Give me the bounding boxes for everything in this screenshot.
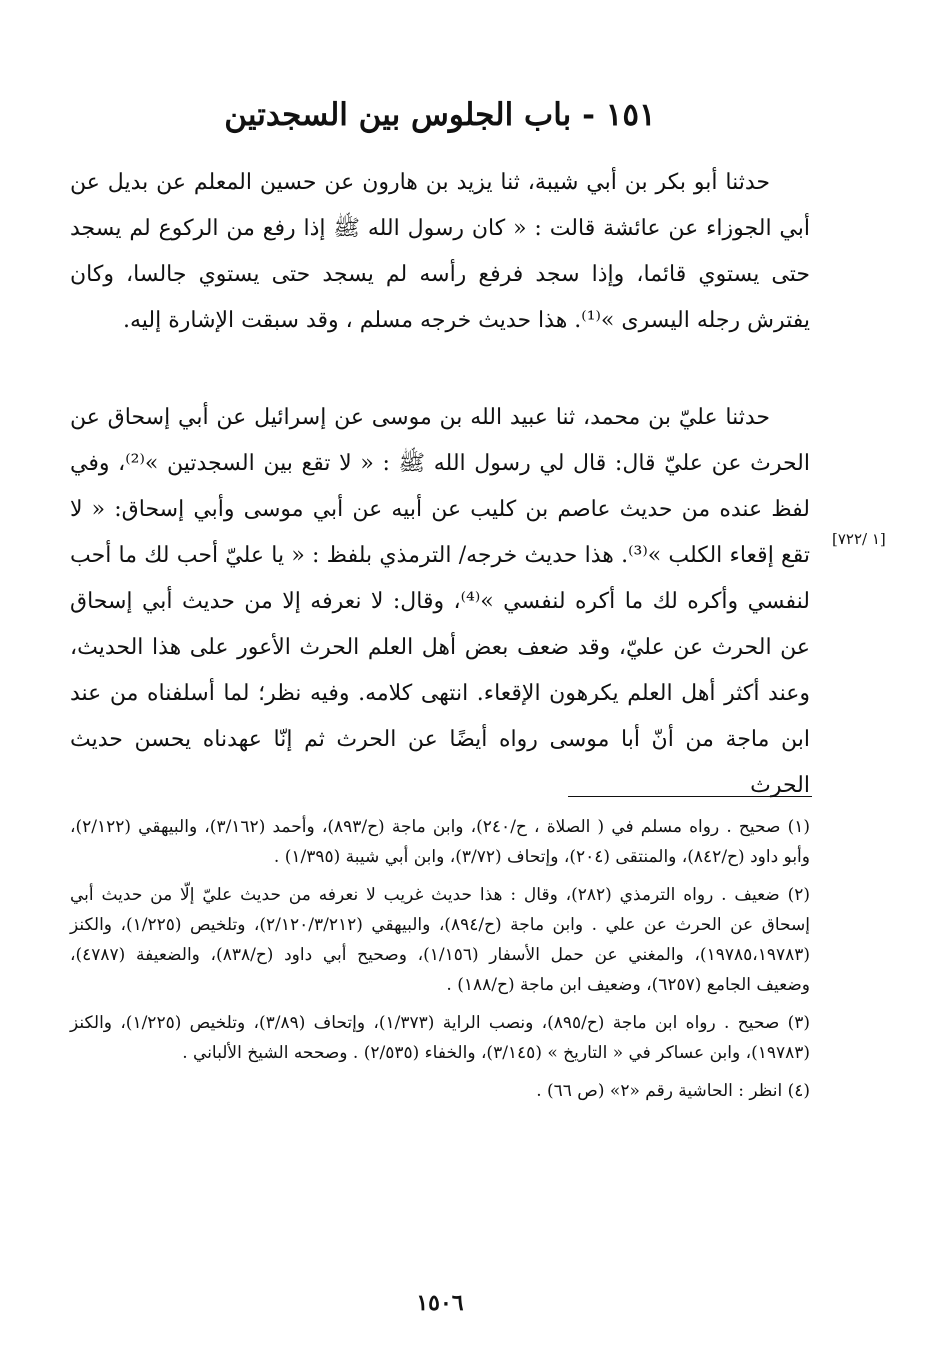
paragraph-text: حدثنا أبو بكر بن أبي شيبة، ثنا يزيد بن هارون عن حسين المعلم عن بديل عن أبي الجوزاء عن عائشة قالت : « كان رسول الله ﷺ إذا رفع من الركوع لم يسجد حتى يستوي قائما، وإذا سجد فرفع رأسه لم يسجد حتى يستوي جالسا، وكان يفترش رجله اليسرى »⁽¹⁾. هذا حديث خرجه مسلم ، وقد سبقت الإشارة إليه. xyxy=(70,170,810,333)
footnote-divider xyxy=(568,796,812,797)
footnote-2: (٢) ضعيف . رواه الترمذي (٢٨٢)، وقال : هذا حديث غريب لا نعرفه من حديث عليّ إلّا من حديث أبي إسحاق عن الحرث عن علي . وابن ماجة (ح/٨٩٤)، والبيهقي (٢/١٢٠/٣/٢١٢)، وتلخيص (١/٢٢٥)، والكنز (١٩٧٨٥،١٩٧٨٣)، والمغني عن حمل الأسفار (١/١٥٦)، وصحيح أبي داود (ح/٨٣٨)، والضعيفة (٤٧٨٧)، وضعيف الجامع (٦٢٥٧)، وضعيف ابن ماجة (ح/١٨٨) . xyxy=(70,885,810,995)
body-paragraph-1 xyxy=(70,160,810,344)
body-paragraph-2 xyxy=(70,395,810,809)
margin-page-reference: [١ /٧٢٢] xyxy=(832,530,886,548)
footnote-3: (٣) صحيح . رواه ابن ماجة (ح/٨٩٥)، ونصب الراية (١/٣٧٣)، وإتحاف (٣/٨٩)، وتلخيص (١/٢٢٥)، والكنز (١٩٧٨٣)، وابن عساكر في « التاريخ » (٣/١٤٥)، والخفاء (٢/٥٣٥) . وصححه الشيخ الألباني . xyxy=(70,1013,810,1063)
footnote-1: (١) صحيح . رواه مسلم في ( الصلاة ، ح/٢٤٠)، وابن ماجة (ح/٨٩٣)، وأحمد (٣/١٦٢)، والبيهقي (٢/١٢٢)، وأبو داود (ح/٨٤٢)، والمنتقى (٢٠٤)، وإتحاف (٣/٧٢)، وابن أبي شيبة (١/٣٩٥) . xyxy=(70,817,810,867)
footnote-4: (٤) انظر : الحاشية رقم «٢» (ص ٦٦) . xyxy=(536,1081,810,1101)
chapter-title: ١٥١ - باب الجلوس بين السجدتين xyxy=(224,97,656,133)
footnotes-section xyxy=(70,812,810,1114)
paragraph-text: حدثنا عليّ بن محمد، ثنا عبيد الله بن موسى عن إسرائيل عن أبي إسحاق عن الحرث عن عليّ قال: قال لي رسول الله ﷺ : « لا تقع بين السجدتين »⁽²⁾، وفي لفظ عنده من حديث عاصم بن كليب عن أبيه عن أبي موسى وأبي إسحاق: « لا تقع إقعاء الكلب »⁽³⁾. هذا حديث خرجه/ الترمذي بلفظ : « يا عليّ أحب لك ما أحب لنفسي وأكره لك ما أكره لنفسي »⁽⁴⁾، وقال: لا نعرفه إلا من حديث أبي إسحاق عن الحرث عن عليّ، وقد ضعف بعض أهل العلم الحرث الأعور على هذا الحديث، وعند أكثر أهل العلم يكرهون الإقعاء. انتهى كلامه. وفيه نظر؛ لما أسلفناه من عند ابن ماجة من أنّ أبا موسى رواه أيضًا عن الحرث ثم إنّا عهدناه يحسن حديث الحرث xyxy=(70,405,811,798)
page-number: ١٥٠٦ xyxy=(416,1290,464,1316)
